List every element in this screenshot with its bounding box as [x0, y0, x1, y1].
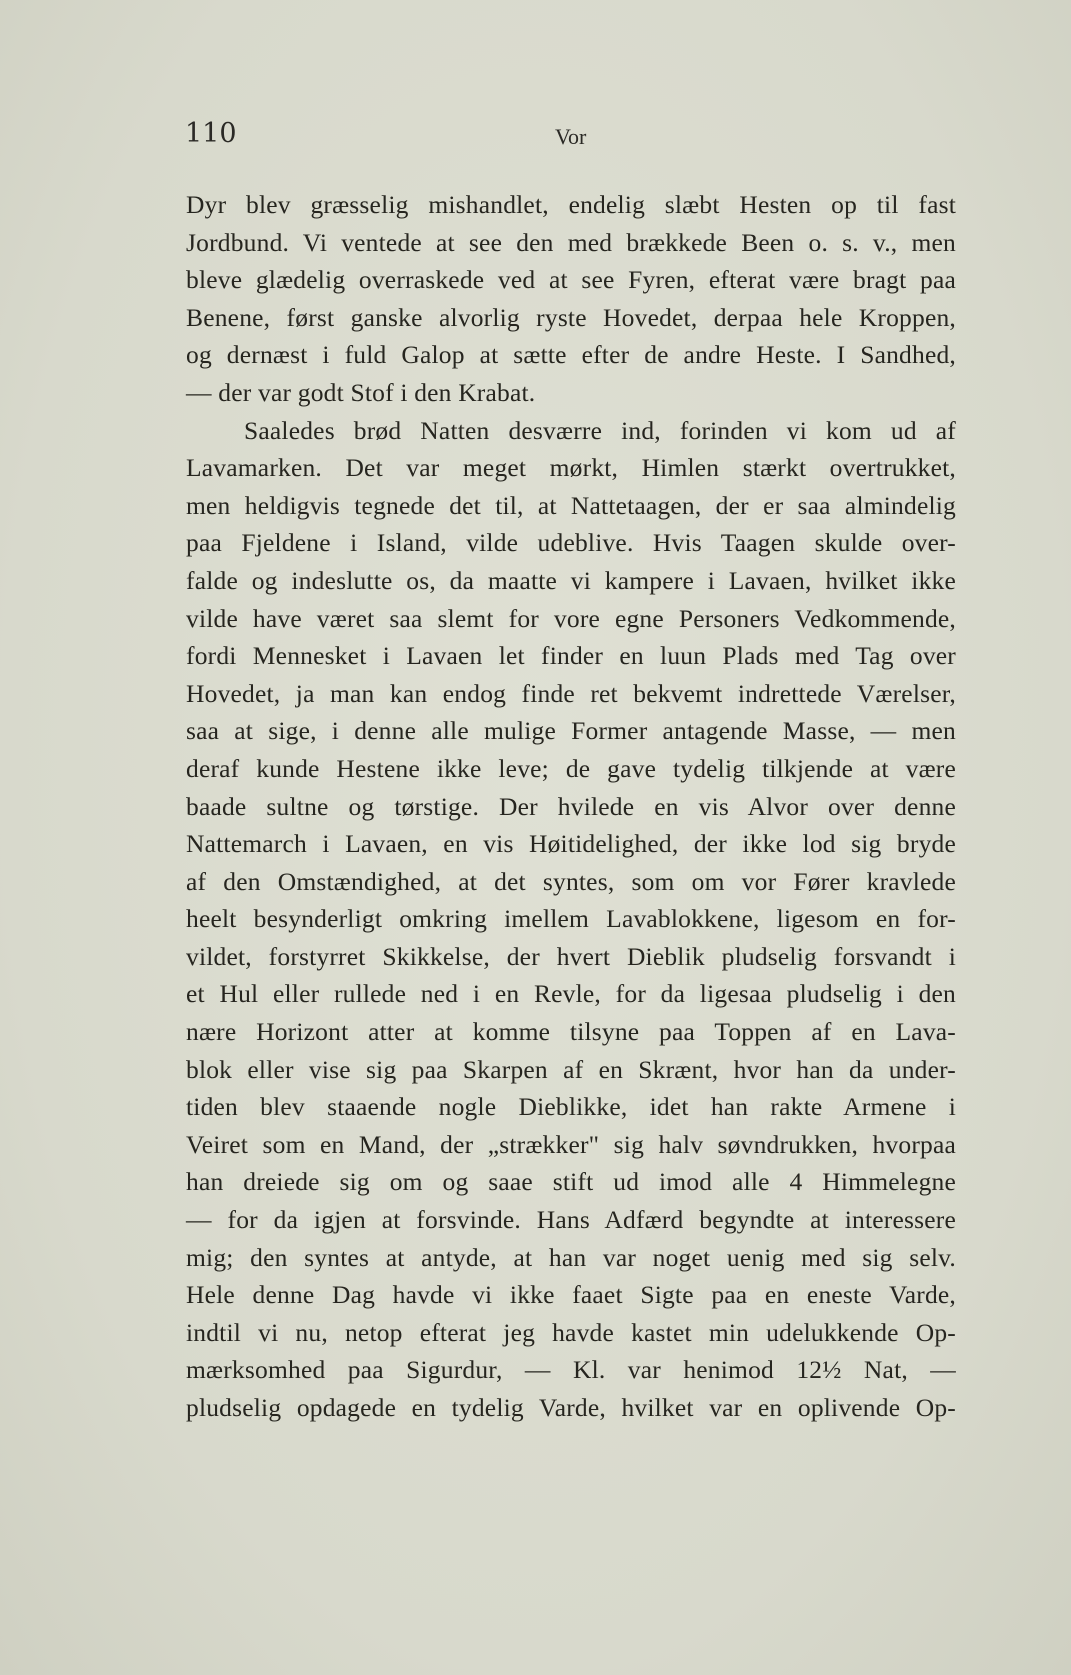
text-line: heelt besynderligt omkring imellem Lavablokkene, ligesom en for- [186, 904, 956, 934]
text-line: falde og indeslutte os, da maatte vi kampere i Lavaen, hvilket ikke [186, 565, 956, 595]
text-line: — for da igjen at forsvinde. Hans Adfærd begyndte at interessere [186, 1205, 956, 1235]
text-line: Hovedet, ja man kan endog finde ret bekvemt indrettede Værelser, [186, 678, 956, 708]
text-line: indtil vi nu, netop efterat jeg havde kastet min udelukkende Op- [186, 1317, 956, 1347]
text-line: Lavamarken. Det var meget mørkt, Himlen stærkt overtrukket, [186, 453, 956, 483]
text-line: fordi Mennesket i Lavaen let finder en luun Plads med Tag over [186, 641, 956, 671]
text-line: Jordbund. Vi ventede at see den med brækkede Been o. s. v., men [186, 227, 956, 257]
text-line: men heldigvis tegnede det til, at Nattetaagen, der er saa almindelig [186, 490, 956, 520]
text-line: af den Omstændighed, at det syntes, som om vor Fører kravlede [186, 866, 956, 896]
text-line: baade sultne og tørstige. Der hvilede en vis Alvor over denne [186, 791, 956, 821]
text-line: Dyr blev græsselig mishandlet, endelig slæbt Hesten op til fast [186, 190, 956, 219]
text-line: — der var godt Stof i den Krabat. [186, 377, 536, 407]
text-line: og dernæst i fuld Galop at sætte efter de andre Heste. I Sandhed, [186, 340, 956, 370]
paragraph-start-line: Saaledes brød Natten desværre ind, forinden vi kom ud af [244, 415, 956, 445]
text-line: Benene, først ganske alvorlig ryste Hovedet, derpaa hele Kroppen, [186, 302, 956, 332]
text-line: mærksomhed paa Sigurdur, — Kl. var henimod 12½ Nat, — [186, 1355, 956, 1385]
page-header [185, 118, 955, 158]
running-head: Vor [555, 124, 587, 149]
text-line: vildet, forstyrret Skikkelse, der hvert Dieblik pludselig forsvandt i [186, 941, 956, 971]
text-line: Hele denne Dag havde vi ikke faaet Sigte paa en eneste Varde, [186, 1280, 956, 1310]
text-line: paa Fjeldene i Island, vilde udeblive. Hvis Taagen skulde over- [186, 528, 956, 558]
text-line: bleve glædelig overraskede ved at see Fyren, efterat være bragt paa [186, 265, 956, 295]
text-line: saa at sige, i denne alle mulige Former antagende Masse, — men [186, 716, 956, 746]
text-line: nære Horizont atter at komme tilsyne paa Toppen af en Lava- [186, 1017, 956, 1047]
page-number: 110 [185, 118, 237, 149]
text-line: mig; den syntes at antyde, at han var noget uenig med sig selv. [186, 1242, 956, 1272]
text-line: Nattemarch i Lavaen, en vis Høitidelighed, der ikke lod sig bryde [186, 829, 956, 859]
text-line: tiden blev staaende nogle Dieblikke, idet han rakte Armene i [186, 1092, 956, 1122]
text-line: deraf kunde Hestene ikke leve; de gave tydelig tilkjende at være [186, 753, 956, 783]
text-line: et Hul eller rullede ned i en Revle, for da ligesaa pludselig i den [186, 979, 956, 1009]
body-text [186, 186, 956, 1427]
text-line: han dreiede sig om og saae stift ud imod alle 4 Himmelegne [186, 1167, 956, 1197]
text-line: pludselig opdagede en tydelig Varde, hvilket var en oplivende Op- [186, 1393, 956, 1422]
text-line: vilde have været saa slemt for vore egne Personers Vedkommende, [186, 603, 956, 633]
text-line: blok eller vise sig paa Skarpen af en Skrænt, hvor han da under- [186, 1054, 956, 1084]
text-line: Veiret som en Mand, der „strækker" sig halv søvndrukken, hvorpaa [186, 1129, 956, 1159]
